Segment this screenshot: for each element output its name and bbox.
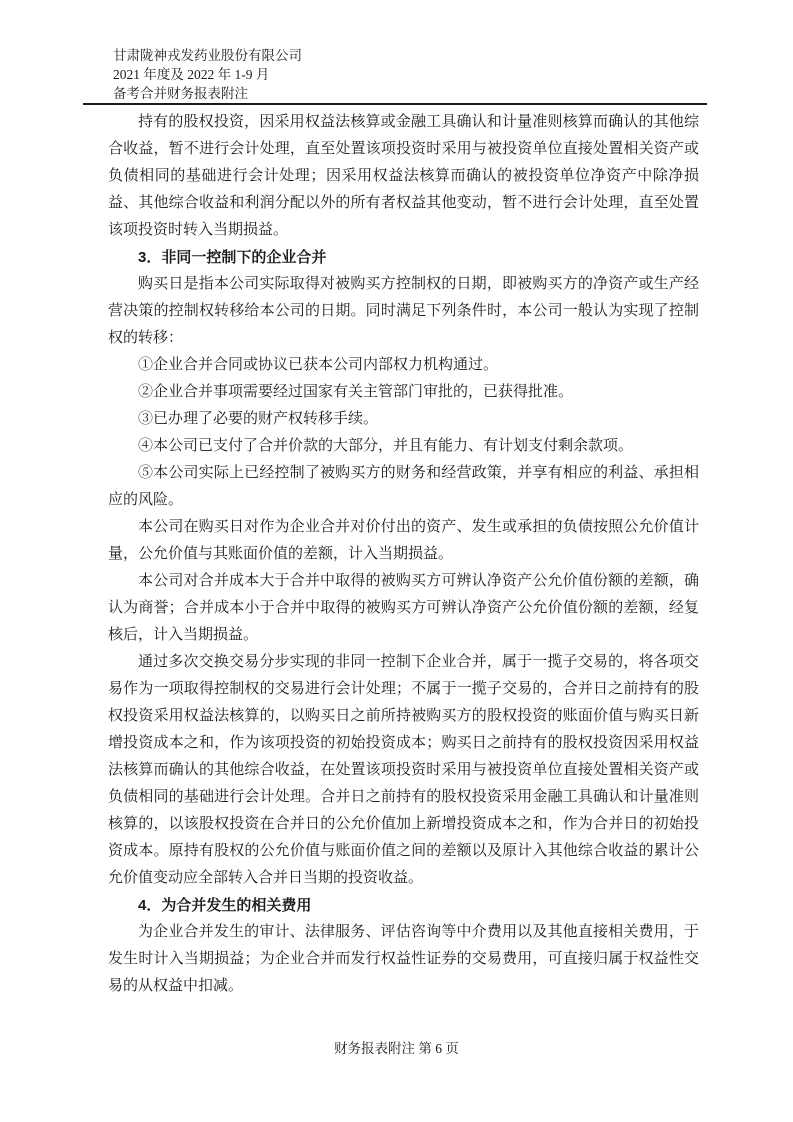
- page-footer: [0, 1039, 793, 1059]
- list-item-3: ③已办理了必要的财产权转移手续。: [138, 411, 379, 427]
- paragraph-equity-continuation: 持有的股权投资，因采用权益法核算或金融工具确认和计量准则核算而确认的其他综合收益，暂不进行会计处理，直至处置该项投资时采用与被投资单位直接处置相关资产或负债相同的基础进行会计处理；因采用权益法核算而确认的被投资单位净资产中除净损益、其他综合收益和利润分配以外的所有者权益其他变动，暂不进行会计处理，直至处置该项投资时转入当期损益。: [108, 114, 699, 238]
- header-rule: [83, 103, 707, 105]
- list-item-2: ②企业合并事项需要经过国家有关主管部门审批的，已获得批准。: [138, 384, 574, 400]
- paragraph-fair-value: 本公司在购买日对作为企业合并对价付出的资产、发生或承担的负债按照公允价值计量，公允价值与其账面价值的差额，计入当期损益。: [108, 519, 699, 562]
- paragraph-step-acquisition: 通过多次交换交易分步实现的非同一控制下企业合并，属于一揽子交易的，将各项交易作为一项取得控制权的交易进行会计处理；不属于一揽子交易的，合并日之前持有的股权投资采用权益法核算的，以购买日之前所持被购买方的股权投资的账面价值与购买日新增投资成本之和，作为该项投资的初始投资成本；购买日之前持有的股权投资因采用权益法核算而确认的其他综合收益，在处置该项投资时采用与被投资单位直接处置相关资产或负债相同的基础进行会计处理。合并日之前持有的股权投资采用金融工具确认和计量准则核算的，以该股权投资在合并日的公允价值加上新增投资成本之和，作为合并日的初始投资成本。原持有股权的公允价值与账面价值之间的差额以及原计入其他综合收益的累计公允价值变动应全部转入合并日当期的投资收益。: [108, 654, 699, 886]
- document-body: [108, 109, 699, 1000]
- list-item-1: ①企业合并合同或协议已获本公司内部权力机构通过。: [138, 357, 499, 373]
- list-item-4: ④本公司已支付了合并价款的大部分，并且有能力、有计划支付剩余款项。: [138, 438, 634, 454]
- page-header: [113, 46, 302, 103]
- paragraph-goodwill: 本公司对合并成本大于合并中取得的被购买方可辨认净资产公允价值份额的差额，确认为商誉；合并成本小于合并中取得的被购买方可辨认净资产公允价值份额的差额，经复核后，计入当期损益。: [108, 573, 699, 643]
- section-heading-4: 4．为合并发生的相关费用: [138, 897, 312, 914]
- company-name: 甘肃陇神戎发药业股份有限公司: [113, 48, 302, 63]
- doc-title: 备考合并财务报表附注: [113, 86, 248, 101]
- list-item-5: ⑤本公司实际上已经控制了被购买方的财务和经营政策，并享有相应的利益、承担相应的风险。: [108, 465, 699, 508]
- paragraph-purchase-date: 购买日是指本公司实际取得对被购买方控制权的日期，即被购买方的净资产或生产经营决策的控制权转移给本公司的日期。同时满足下列条件时，本公司一般认为实现了控制权的转移：: [108, 276, 699, 346]
- report-period: 2021 年度及 2022 年 1-9 月: [113, 67, 270, 82]
- footer-page-label: 财务报表附注 第 6 页: [334, 1041, 459, 1056]
- paragraph-merger-costs: 为企业合并发生的审计、法律服务、评估咨询等中介费用以及其他直接相关费用，于发生时计入当期损益；为企业合并而发行权益性证券的交易费用，可直接归属于权益性交易的从权益中扣减。: [108, 924, 699, 994]
- section-heading-3: 3．非同一控制下的企业合并: [138, 249, 327, 266]
